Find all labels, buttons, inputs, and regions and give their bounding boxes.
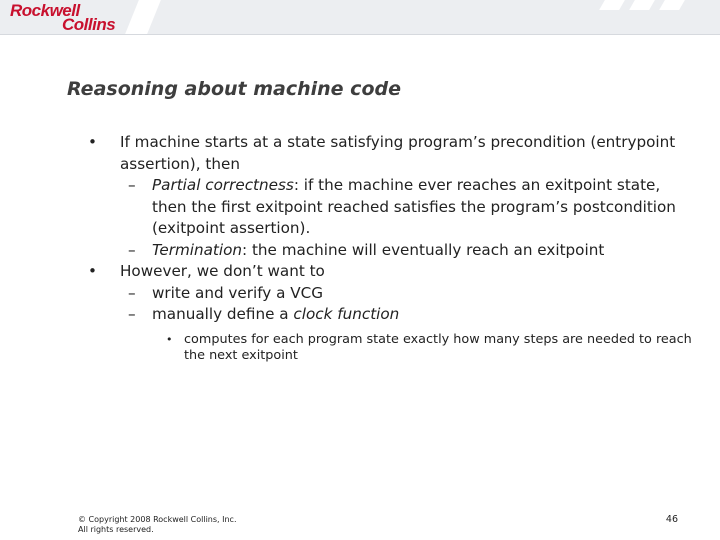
vcg-text: write and verify a VCG [152,283,324,302]
page-number: 46 [665,514,678,525]
header-stripes-decoration [602,0,692,10]
bullet-1 [78,132,698,175]
rockwell-collins-logo [10,1,145,34]
termination-term: Termination [152,240,243,259]
termination-text: : the machine will eventually reach an exitpoint [242,240,605,259]
logo-line1: Rockwell [10,1,80,20]
small-bullet-marker: • [166,332,173,346]
bullet-marker: • [88,133,97,151]
bullet-2-sub-2 [78,304,698,326]
bullet-1-sub-1 [78,175,698,240]
clock-function-lead: manually define a [152,305,294,323]
bullet-1-text: If machine starts at a state satisfying program’s precondition (entrypoint assertion), then [120,133,676,173]
copyright-line1: © Copyright 2008 Rockwell Collins, Inc. [78,515,237,524]
dash-marker: – [128,240,136,259]
bullet-2 [78,261,698,283]
footer-copyright [78,515,237,534]
bullet-2-sub-1 [78,283,698,305]
bullet-marker: • [88,262,97,280]
dash-marker: – [128,283,136,302]
header-divider [0,34,720,35]
clock-function-term: clock function [293,305,400,323]
bullet-1-sub-2 [78,240,698,262]
bullet-2-text: However, we don’t want to [120,262,325,280]
header-band [0,0,720,34]
partial-correctness-term: Partial correctness [152,176,294,194]
dash-marker: – [128,176,136,194]
copyright-line2: All rights reserved. [78,524,154,534]
partial-correctness-text: : if the machine ever reaches an exitpoint state, then the first exitpoint reached satisfies the program’s postcondition (exitpoint assertion). [152,176,676,237]
slide-content [78,132,698,364]
bullet-2-subsub-1 [78,332,698,364]
logo-line2: Collins [62,15,116,34]
slide-title: Reasoning about machine code [67,78,401,100]
clock-function-description: computes for each program state exactly how many steps are needed to reach the next exitpoint [184,331,692,363]
dash-marker: – [128,305,136,323]
